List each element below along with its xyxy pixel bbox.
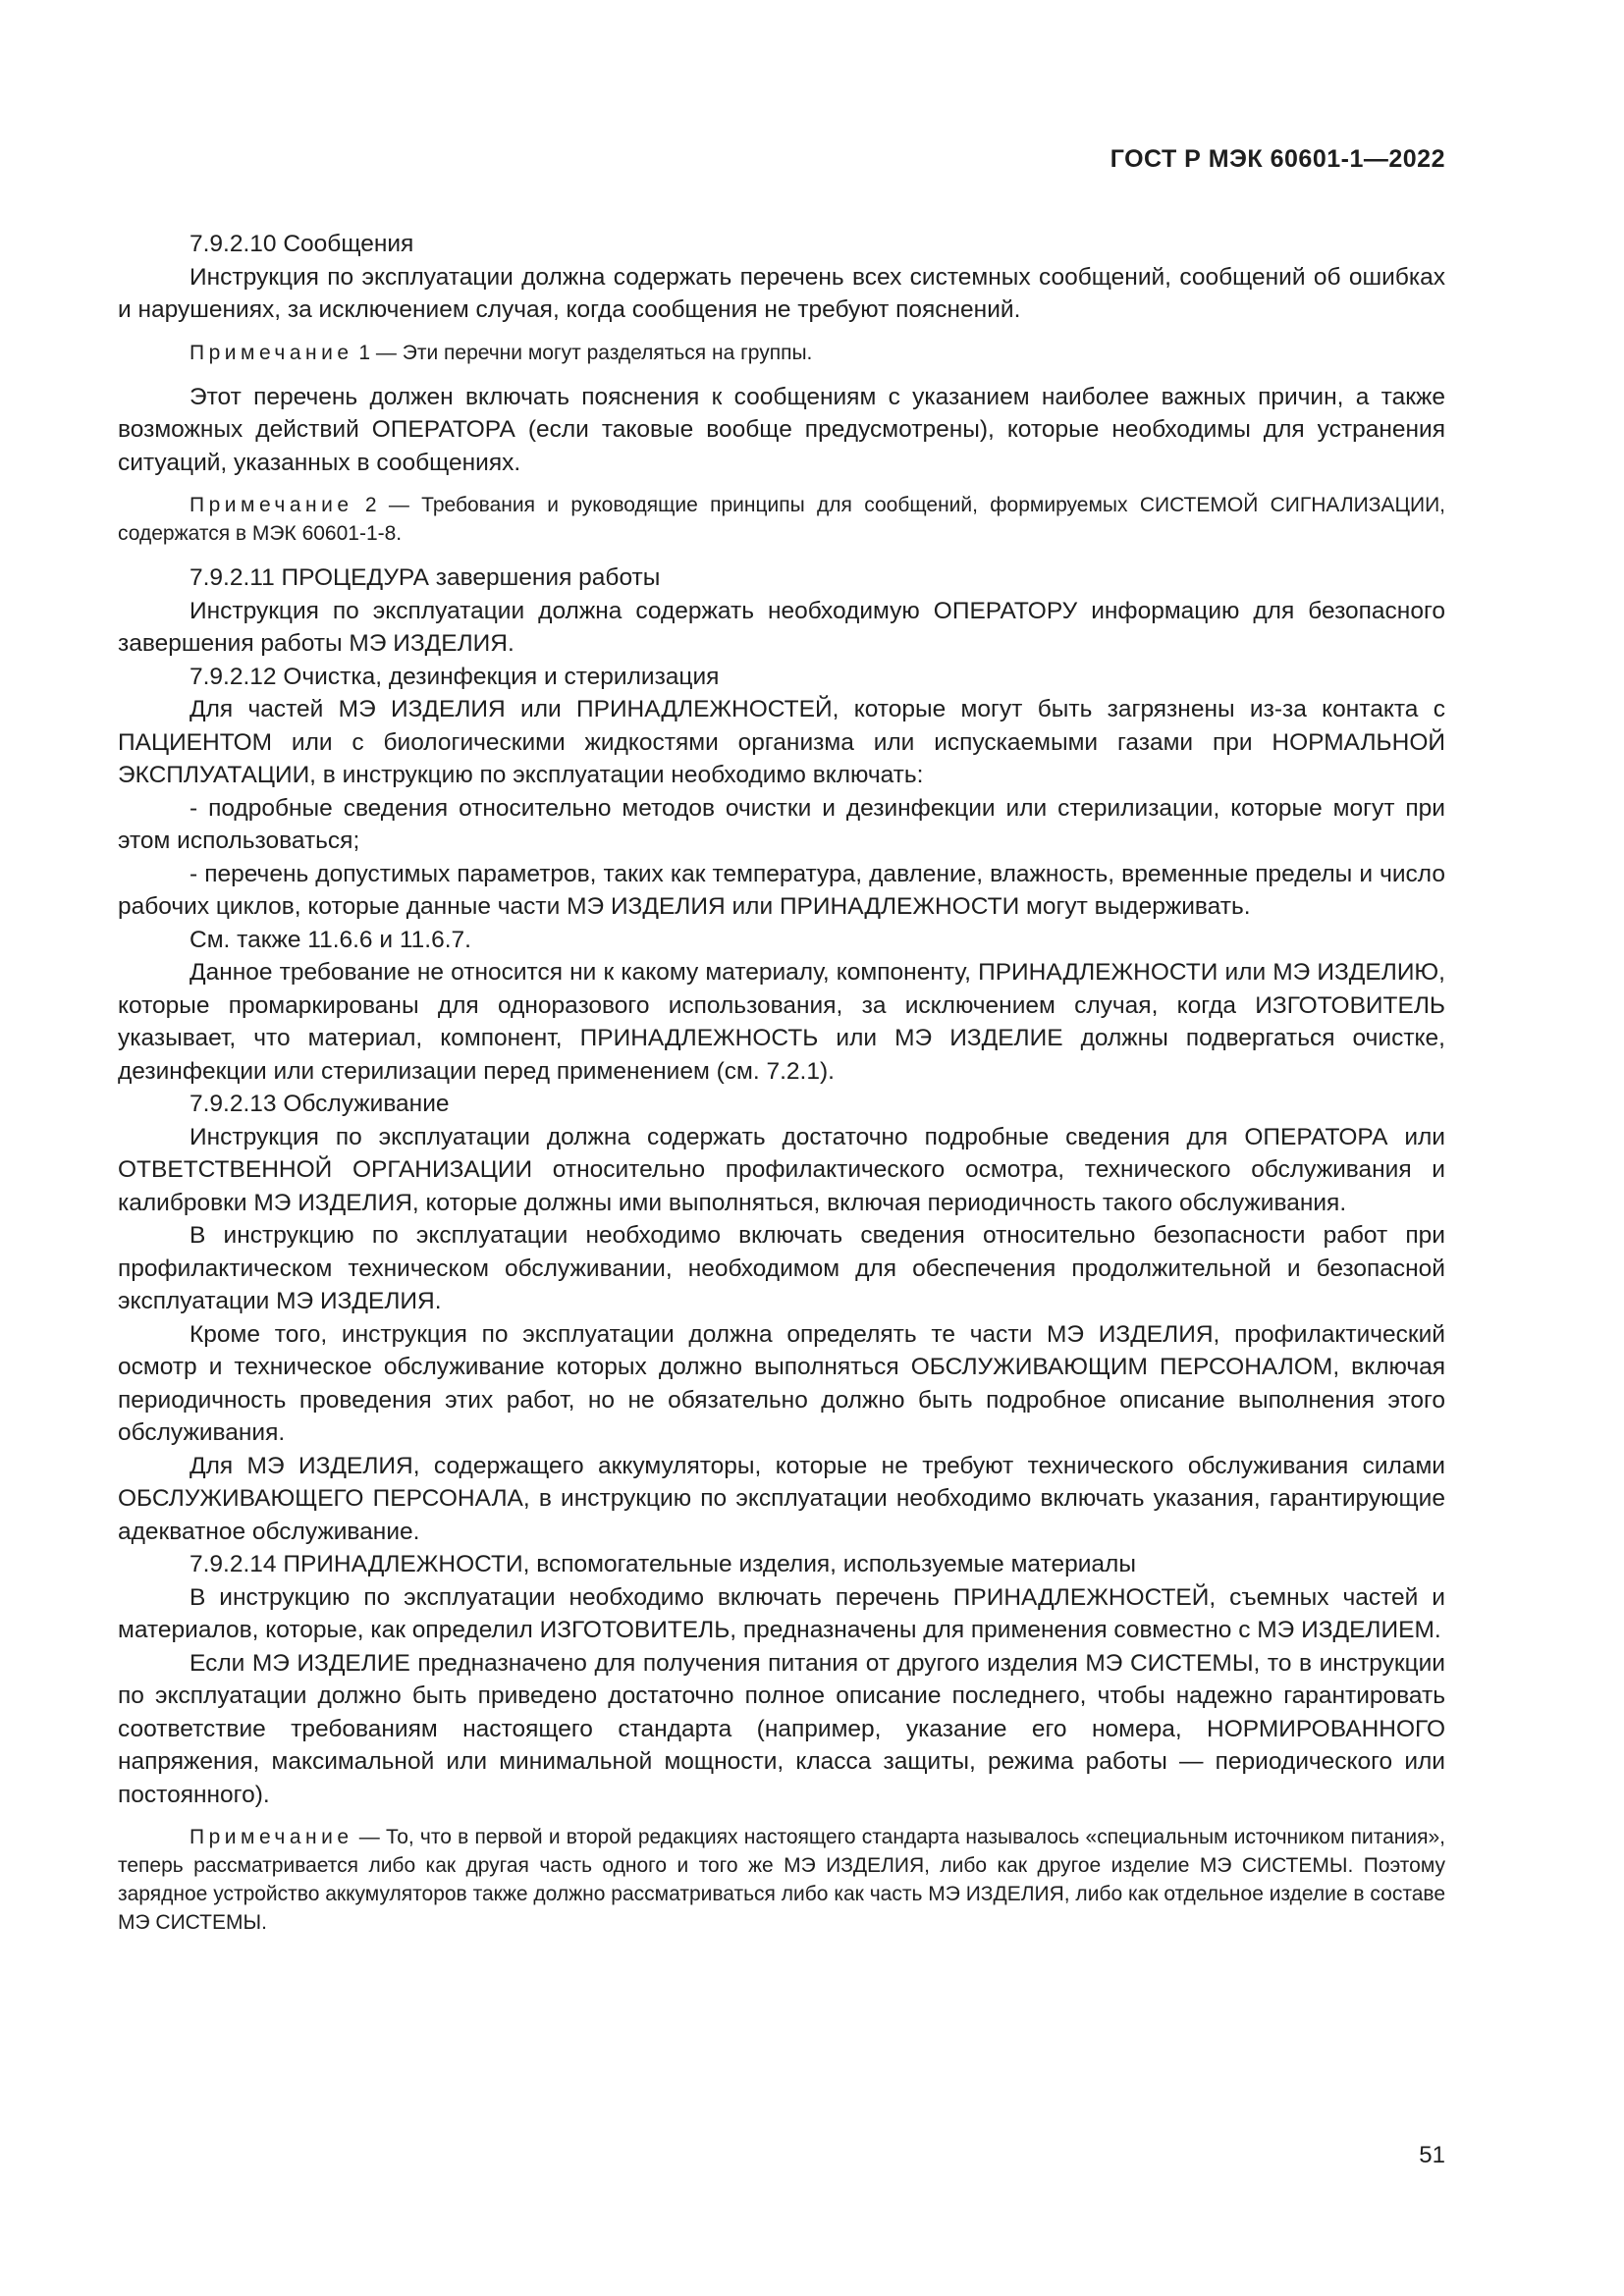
note-label: Примечание: [189, 1826, 353, 1848]
page-content: [118, 228, 1445, 1950]
paragraph: Инструкция по эксплуатации должна содержать необходимую ОПЕРАТОРУ информацию для безопасного завершения работы МЭ ИЗДЕЛИЯ.: [118, 597, 1445, 657]
paragraph: Инструкция по эксплуатации должна содержать перечень всех системных сообщений, сообщений об ошибках и нарушениях, за исключением случая, когда сообщения не требуют пояснений.: [118, 263, 1445, 323]
page-number: 51: [1419, 2142, 1445, 2168]
section-title-7-9-2-12: 7.9.2.12 Очистка, дезинфекция и стерилизация: [189, 663, 720, 690]
cross-reference: См. также 11.6.6 и 11.6.7.: [189, 926, 471, 953]
list-item: - подробные сведения относительно методов очистки и дезинфекции или стерилизации, которые могут при этом использоваться;: [118, 794, 1445, 854]
paragraph: Данное требование не относится ни к какому материалу, компоненту, ПРИНАДЛЕЖНОСТИ или МЭ ИЗДЕЛИЮ, которые промаркированы для одноразового использования, за исключением случая, когда ИЗГОТОВИТЕЛЬ указывает, что материал, компонент, ПРИНАДЛЕЖНОСТЬ или МЭ ИЗДЕЛИЕ должны подвергаться очистке, дезинфекции или стерилизации перед применением (см. 7.2.1).: [118, 959, 1445, 1085]
note-label: Примечание: [189, 341, 353, 364]
paragraph: В инструкцию по эксплуатации необходимо включать перечень ПРИНАДЛЕЖНОСТЕЙ, съемных частей и материалов, которые, как определил ИЗГОТОВИТЕЛЬ, предназначены для применения совместно с МЭ ИЗДЕЛИЕМ.: [118, 1583, 1445, 1643]
paragraph: Этот перечень должен включать пояснения к сообщениям с указанием наиболее важных причин, а также возможных действий ОПЕРАТОРА (если таковые вообще предусмотрены), которые необходимы для устранения ситуаций, указанных в сообщениях.: [118, 383, 1445, 476]
section-title-7-9-2-10: 7.9.2.10 Сообщения: [189, 231, 414, 257]
paragraph: В инструкцию по эксплуатации необходимо включать сведения относительно безопасности работ при профилактическом техническом обслуживании, необходимом для обеспечения продолжительной и безопасной эксплуатации МЭ ИЗДЕЛИЯ.: [118, 1222, 1445, 1314]
paragraph: Для МЭ ИЗДЕЛИЯ, содержащего аккумуляторы, которые не требуют технического обслуживания силами ОБСЛУЖИВАЮЩЕГО ПЕРСОНАЛА, в инструкцию по эксплуатации необходимо включать указания, гарантирующие адекватное обслуживание.: [118, 1452, 1445, 1545]
paragraph: Если МЭ ИЗДЕЛИЕ предназначено для получения питания от другого изделия МЭ СИСТЕМЫ, то в инструкции по эксплуатации должно быть приведено достаточно полное описание последнего, чтобы надежно гарантировать соответствие требованиям настоящего стандарта (например, указание его номера, НОРМИРОВАННОГО напряжения, максимальной или минимальной мощности, класса защиты, режима работы — периодического или постоянного).: [118, 1649, 1445, 1808]
document-page: [118, 0, 1445, 2296]
note-text: — То, что в первой и второй редакциях настоящего стандарта называлось «специальным источником питания», теперь рассматривается либо как другая часть одного и того же МЭ ИЗДЕЛИЯ, либо как другое изделие МЭ СИСТЕМЫ. Поэтому зарядное устройство аккумуляторов также должно рассматриваться либо как часть МЭ ИЗДЕЛИЯ, либо как отдельное изделие в составе МЭ СИСТЕМЫ.: [118, 1826, 1445, 1934]
section-title-7-9-2-11: 7.9.2.11 ПРОЦЕДУРА завершения работы: [189, 564, 661, 591]
section-title-7-9-2-14: 7.9.2.14 ПРИНАДЛЕЖНОСТИ, вспомогательные изделия, используемые материалы: [189, 1551, 1136, 1577]
paragraph: Для частей МЭ ИЗДЕЛИЯ или ПРИНАДЛЕЖНОСТЕЙ, которые могут быть загрязнены из-за контакта с ПАЦИЕНТОМ или с биологическими жидкостями организма или испускаемыми газами при НОРМАЛЬНОЙ ЭКСПЛУАТАЦИИ, в инструкцию по эксплуатации необходимо включать:: [118, 696, 1445, 788]
note: [118, 491, 1445, 548]
note: [118, 339, 1445, 367]
list-item: - перечень допустимых параметров, таких как температура, давление, влажность, временные пределы и число рабочих циклов, которые данные части МЭ ИЗДЕЛИЯ или ПРИНАДЛЕЖНОСТИ могут выдерживать.: [118, 860, 1445, 920]
note-text: 2 — Требования и руководящие принципы для сообщений, формируемых СИСТЕМОЙ СИГНАЛИЗАЦИИ, содержатся в МЭК 60601-1-8.: [118, 494, 1445, 545]
note-label: Примечание: [189, 494, 353, 516]
standard-header: ГОСТ Р МЭК 60601-1—2022: [1110, 145, 1445, 173]
note-text: 1 — Эти перечни могут разделяться на группы.: [352, 341, 813, 364]
paragraph: Инструкция по эксплуатации должна содержать достаточно подробные сведения для ОПЕРАТОРА или ОТВЕТСТВЕННОЙ ОРГАНИЗАЦИИ относительно профилактического осмотра, технического обслуживания и калибровки МЭ ИЗДЕЛИЯ, которые должны ими выполняться, включая периодичность такого обслуживания.: [118, 1123, 1445, 1216]
note: [118, 1823, 1445, 1937]
paragraph: Кроме того, инструкция по эксплуатации должна определять те части МЭ ИЗДЕЛИЯ, профилактический осмотр и техническое обслуживание которых должно выполняться ОБСЛУЖИВАЮЩИМ ПЕРСОНАЛОМ, включая периодичность проведения этих работ, но не обязательно должно быть подробное описание выполнения этого обслуживания.: [118, 1320, 1445, 1446]
section-title-7-9-2-13: 7.9.2.13 Обслуживание: [189, 1091, 450, 1117]
